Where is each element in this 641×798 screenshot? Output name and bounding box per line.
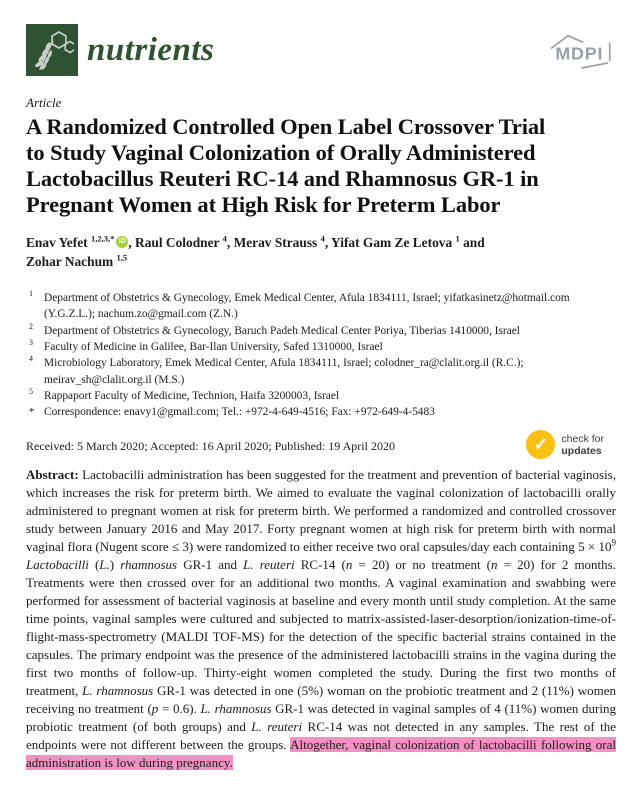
masthead (26, 24, 616, 78)
affiliation-text: Microbiology Laboratory, Emek Medical Center, Afula 1834111, Israel; colodner_ra@clalit.org.il (R.C.); meirav_sh@clalit.org.il (M.S.) (44, 357, 524, 386)
mdpi-logo-icon (546, 30, 614, 72)
title-line: Lactobacillus Reuteri RC-14 and Rhamnosus GR-1 in (26, 166, 539, 191)
affiliation-marker: 2 (29, 321, 33, 331)
abstract-segment: GR-1 was detected in vaginal samples of 4 (11%) women during probiotic treatment (of both groups) and (26, 701, 616, 735)
abstract-segment: Lactobacilli administration has been suggested for the treatment and prevention of bacterial vaginosis, which increases the risk for preterm birth. We aimed to evaluate the vaginal colonization of lactobacilli orally administered to pregnant women at risk for preterm birth. We performed a randomized and controlled crossover study between January 2016 and May 2017. Forty pregnant women at high risk for preterm birth with normal vaginal flora (Nugent score ≤ 3) were randomized to either receive two oral capsules/day each containing 5 × 10 (26, 467, 616, 555)
abstract-segment: Lactobacilli (26, 557, 89, 573)
abstract-segment: L. rhamnosus (82, 683, 154, 699)
affiliations-list (26, 290, 616, 420)
abstract-segment: ( (88, 557, 100, 573)
affiliation-text: Faculty of Medicine in Galilee, Bar-Ilan University, Safed 1310000, Israel (44, 340, 383, 353)
title-line: to Study Vaginal Colonization of Orally Administered (26, 140, 536, 165)
abstract-segment: RC-14 ( (294, 557, 346, 573)
affiliation-marker: 4 (29, 354, 33, 364)
title-line: A Randomized Controlled Open Label Crossover Trial (26, 114, 546, 139)
abstract-segment: GR-1 and (177, 557, 244, 573)
abstract-segment: = 20) or no treatment ( (352, 557, 492, 573)
affiliation-row (26, 388, 616, 404)
nutrients-logo (26, 24, 214, 76)
abstract-paragraph (26, 466, 616, 772)
affiliation-text: Correspondence: enavy1@gmail.com; Tel.: +972-4-649-4516; Fax: +972-649-4-5483 (44, 406, 435, 419)
author: Yifat Gam Ze Letova $^1$ (331, 233, 460, 251)
updates-text: updates (561, 444, 602, 457)
abstract-segment: = 20) for 2 months. Treatments were then crossed over for an additional two months. A vaginal examination and swabbing were performed for assessment of bacterial vaginosis at baseline and every month until study completion. At the same time points, vaginal samples were cultured and subjected to matrix-assisted-laser-desorption/ionization-time-of-flight-mass-spectrometry (MALDI TOF-MS) for the detection of the specific bacterial strains contained in the capsules. The primary endpoint was the presence of the administered lactobacilli strains in the vagina during the first two months of follow-up. Thirty-eight women completed the study. During the first two months of treatment, (26, 557, 616, 699)
abstract-segment: L. rhamnosus (200, 701, 272, 717)
abstract-segment: n (345, 557, 353, 573)
abstract-segment: = 0.6). (158, 701, 201, 717)
mdpi-logo (546, 30, 614, 77)
abstract-label: Abstract: (26, 467, 79, 483)
abstract-segment: L. reuteri (251, 719, 303, 735)
affiliation-text: Department of Obstetrics & Gynecology, Emek Medical Center, Afula 1834111, Israel; yifatkasinetz@hotmail.com (Y.G.Z.L.); nachum.zo@gmail.com (Z.N.) (44, 292, 570, 321)
affiliation-marker: 5 (29, 387, 33, 397)
check-for-updates-label (561, 433, 604, 457)
abstract-segment: p (151, 701, 159, 717)
check-for-text: check for (561, 432, 604, 445)
orcid-icon[interactable]: iD (116, 236, 128, 248)
abstract-segment: L. reuteri (243, 557, 295, 573)
paper-title (26, 114, 616, 218)
affiliation-row (26, 339, 616, 355)
affiliation-marker: 1 (29, 289, 33, 299)
nutrients-logo-box (26, 24, 78, 76)
highlighted-sentence: Altogether, vaginal colonization of lactobacilli following oral administration is low during pregnancy. (26, 737, 616, 771)
correspondence-row (26, 404, 616, 420)
dates-row (26, 430, 616, 459)
title-line: Pregnant Women at High Risk for Preterm Labor (26, 192, 501, 217)
abstract-segment: RC-14 was not detected in any samples. The rest of the endpoints were not different between the groups. (26, 719, 616, 753)
affiliation-text: Department of Obstetrics & Gynecology, Baruch Padeh Medical Center Poriya, Tiberias 1410000, Israel (44, 324, 520, 337)
affiliation-text: Rappaport Faculty of Medicine, Technion, Haifa 3200003, Israel (44, 389, 340, 402)
author: Raul Colodner $^4$ (135, 233, 227, 251)
author: Merav Strauss $^4$ (233, 233, 325, 251)
affiliation-row (26, 290, 616, 323)
abstract-segment: ) (109, 557, 121, 573)
abstract-segment: L. (99, 557, 110, 573)
affiliation-row (26, 323, 616, 339)
affiliation-row (26, 355, 616, 388)
abstract-text (26, 467, 616, 770)
affiliation-marker: 3 (29, 338, 33, 348)
wheat-and-molecule-icon (30, 28, 74, 72)
affiliation-marker: * (29, 406, 35, 419)
check-icon: ✓ (526, 430, 555, 459)
abstract-segment: GR-1 was detected in one (5%) woman on the probiotic treatment and 2 (11%) women receiving no treatment ( (26, 683, 617, 717)
check-for-updates-badge[interactable] (526, 430, 604, 459)
abstract-segment: rhamnosus (120, 557, 178, 573)
received-accepted-published: Received: 5 March 2020; Accepted: 16 April 2020; Published: 19 April 2020 (26, 439, 395, 454)
article-type-label: Article (26, 95, 62, 110)
abstract-segment: 9 (611, 538, 616, 549)
mdpi-wordmark: MDPI (555, 43, 604, 64)
author-line: Enav Yefet $^{1,2,3,*}$ iD , Raul Colodner $^4$, Merav Strauss $^4$, Yifat Gam Ze Letova $^1$ and Zohar Nachum $^{1,5}$ (26, 233, 485, 270)
author: Enav Yefet $^{1,2,3,*}$ iD (26, 235, 128, 250)
journal-name: nutrients (87, 31, 215, 68)
author: Zohar Nachum $^{1,5}$ (26, 252, 128, 270)
abstract-segment: n (491, 557, 498, 573)
